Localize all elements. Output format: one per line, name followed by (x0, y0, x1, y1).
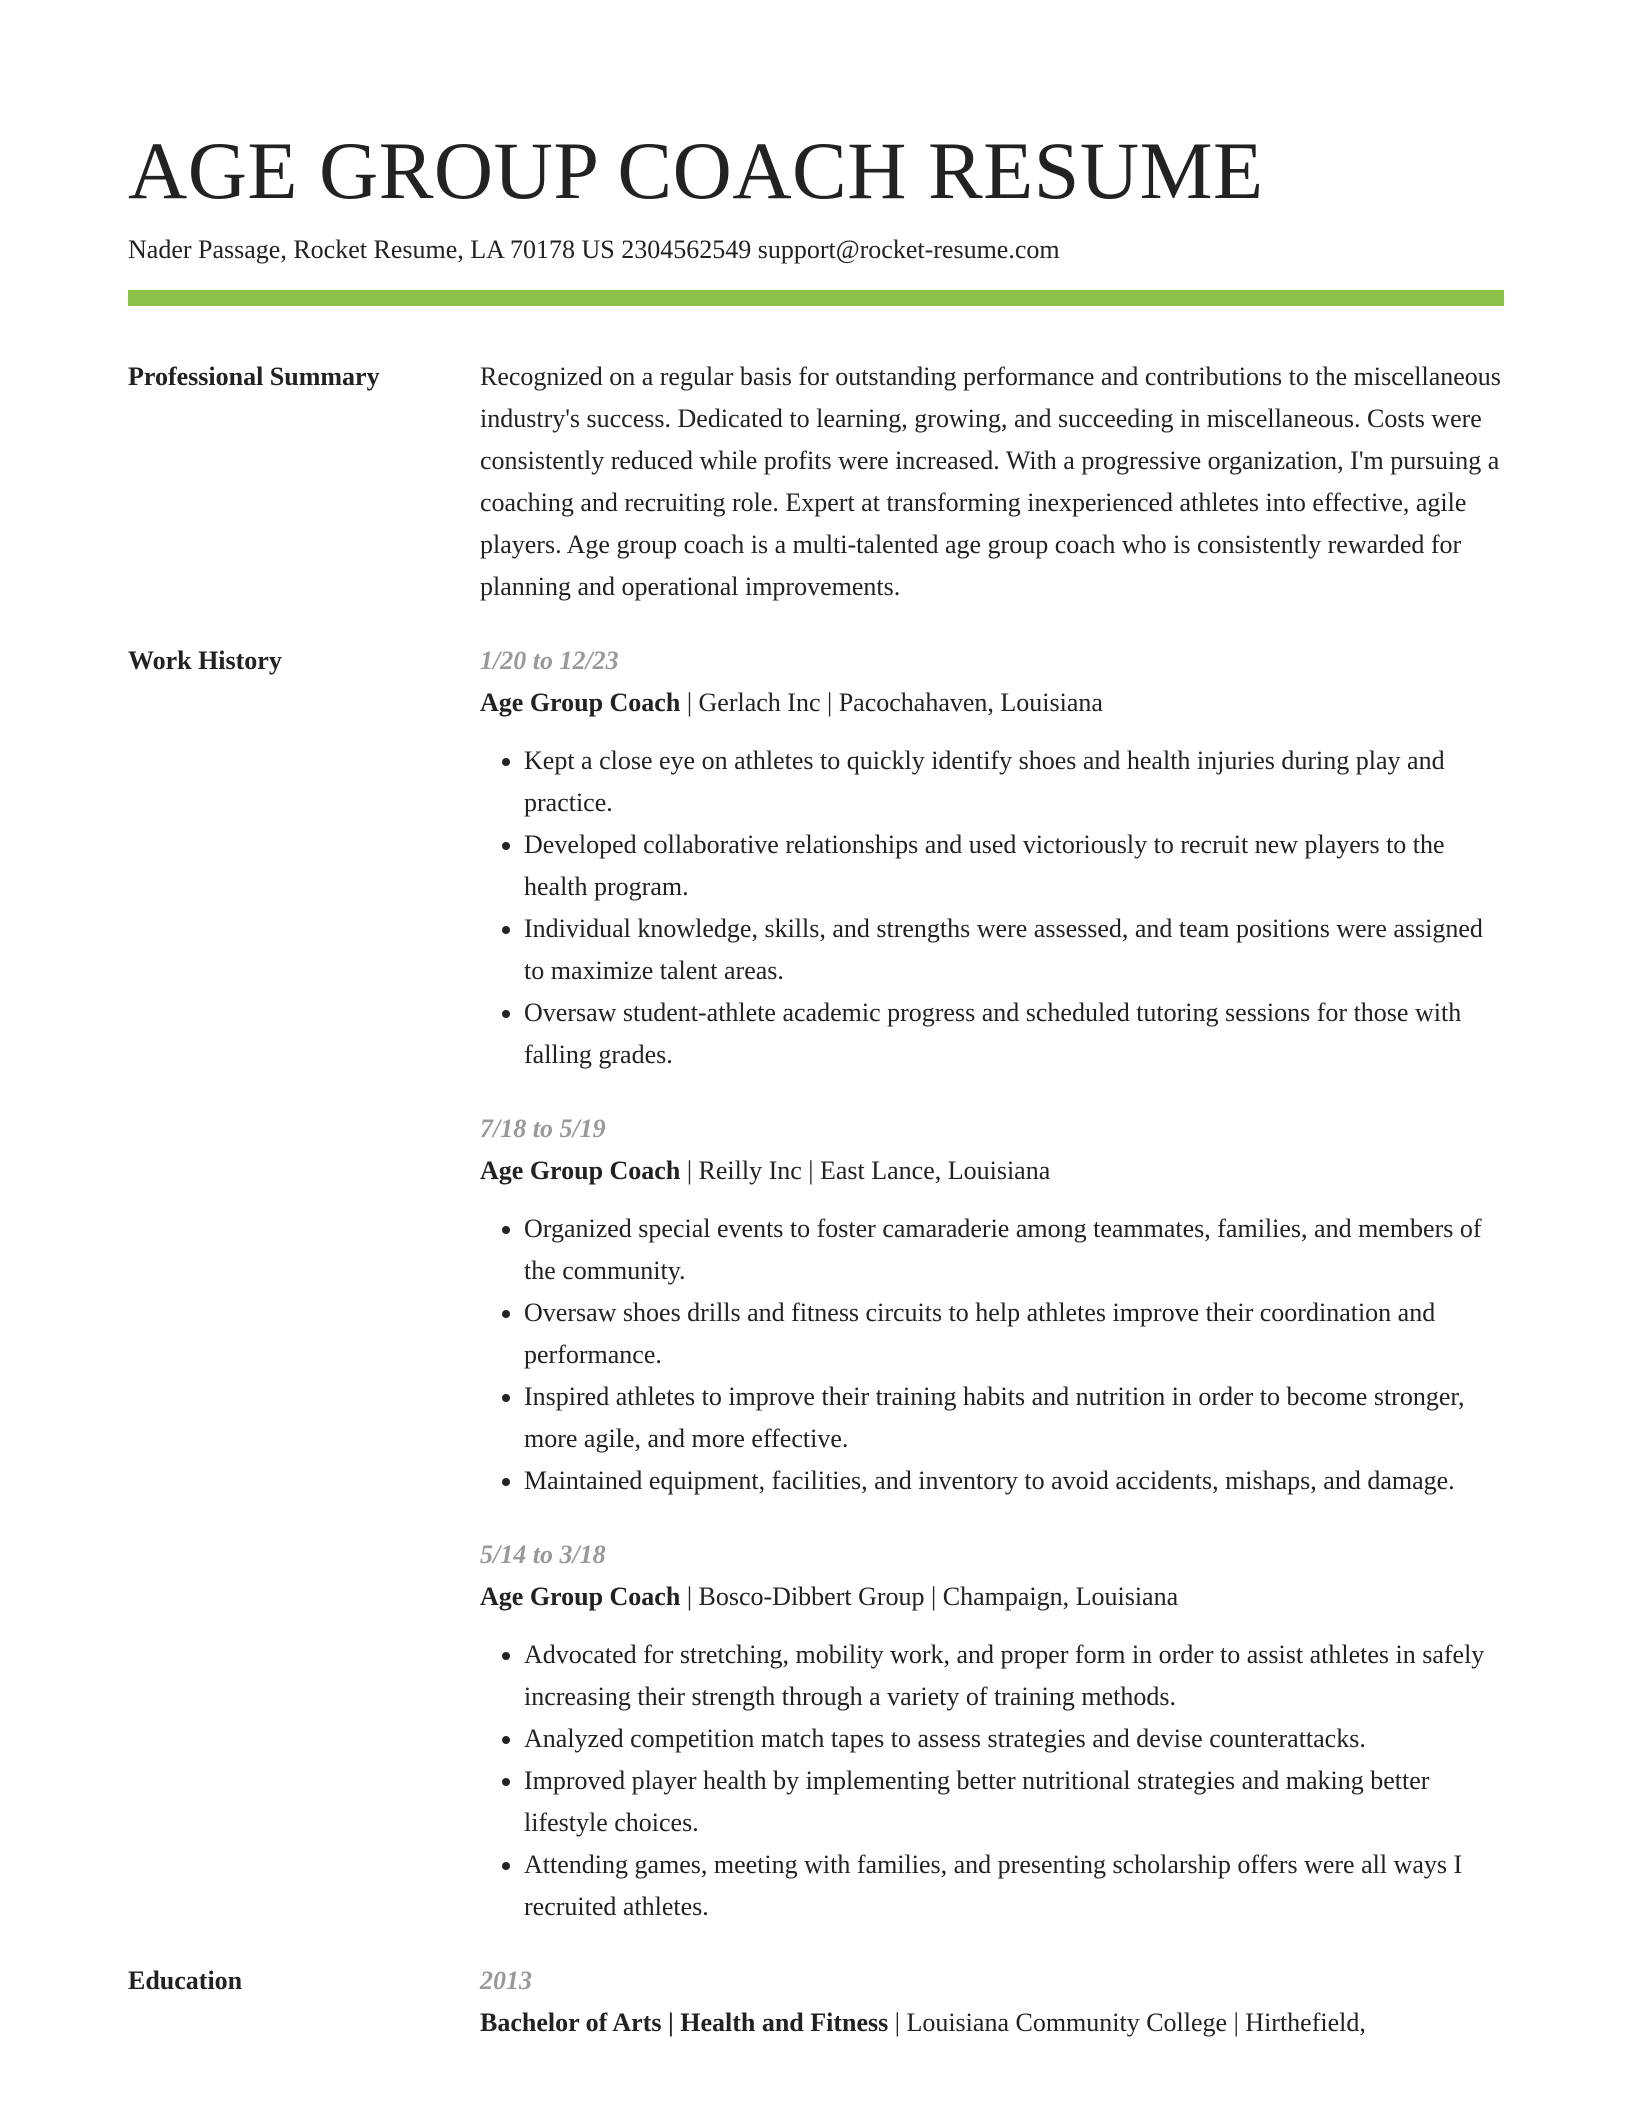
job-employer-location: | Reilly Inc | East Lance, Louisiana (680, 1156, 1051, 1185)
job-bullet: • Kept a close eye on athletes to quickly identify shoes and health injuries during play and practice. (524, 740, 1504, 824)
contact-line: Nader Passage, Rocket Resume, LA 70178 US 2304562549 support@rocket-resume.com (128, 235, 1060, 264)
job-heading (480, 1150, 1504, 1192)
job-bullet: • Individual knowledge, skills, and strengths were assessed, and team positions were assigned to maximize talent areas. (524, 908, 1504, 992)
job-bullet: • Developed collaborative relationships and used victoriously to recruit new players to the health program. (524, 824, 1504, 908)
job-heading (480, 682, 1504, 724)
job-bullet: • Oversaw shoes drills and fitness circuits to help athletes improve their coordination and performance. (524, 1292, 1504, 1376)
job-title: Age Group Coach (480, 688, 681, 717)
section-label-work-history: Work History (128, 646, 282, 675)
job-entry (480, 640, 1504, 1076)
job-employer-location: | Gerlach Inc | Pacochahaven, Louisiana (680, 688, 1103, 717)
job-employer-location: | Bosco-Dibbert Group | Champaign, Louisiana (680, 1582, 1179, 1611)
accent-divider (128, 290, 1504, 306)
education-school-location: | Louisiana Community College | Hirthefield, (888, 2008, 1366, 2037)
resume-title: AGE GROUP COACH RESUME (128, 125, 1264, 216)
education-heading (480, 2002, 1504, 2044)
section-label-education: Education (128, 1966, 243, 1995)
job-entry (480, 1108, 1504, 1502)
work-history-list (480, 640, 1504, 1928)
work-history-section (128, 640, 1504, 1928)
job-heading (480, 1576, 1504, 1618)
job-bullet: • Attending games, meeting with families, and presenting scholarship offers were all ways I recruited athletes. (524, 1844, 1504, 1928)
job-bullet: • Advocated for stretching, mobility work, and proper form in order to assist athletes in safely increasing their strength through a variety of training methods. (524, 1634, 1504, 1718)
job-bullets (480, 1208, 1504, 1502)
job-bullet: • Organized special events to foster camaraderie among teammates, families, and members of the community. (524, 1208, 1504, 1292)
job-bullet: • Oversaw student-athlete academic progress and scheduled tutoring sessions for those with falling grades. (524, 992, 1504, 1076)
job-dates: 5/14 to 3/18 (480, 1540, 606, 1569)
section-label-summary: Professional Summary (128, 362, 380, 391)
job-bullet: • Improved player health by implementing better nutritional strategies and making better lifestyle choices. (524, 1760, 1504, 1844)
job-dates: 1/20 to 12/23 (480, 646, 619, 675)
job-bullet: • Analyzed competition match tapes to assess strategies and devise counterattacks. (524, 1718, 1504, 1760)
job-title: Age Group Coach (480, 1156, 681, 1185)
resume-page (128, 0, 1504, 2044)
job-entry (480, 1534, 1504, 1928)
summary-text: Recognized on a regular basis for outstanding performance and contributions to the miscellaneous industry's success. Dedicated to learning, growing, and succeeding in miscellaneous. Costs were consistently reduced while profits were increased. With a progressive organization, I'm pursuing a coaching and recruiting role. Expert at transforming inexperienced athletes into effective, agile players. Age group coach is a multi-talented age group coach who is consistently rewarded for planning and operational improvements. (480, 362, 1501, 601)
job-bullets (480, 1634, 1504, 1928)
education-section (128, 1960, 1504, 2044)
job-title: Age Group Coach (480, 1582, 681, 1611)
education-year: 2013 (480, 1966, 532, 1995)
job-bullets (480, 740, 1504, 1076)
education-degree: Bachelor of Arts | Health and Fitness (480, 2008, 889, 2037)
education-list (480, 1960, 1504, 2044)
job-bullet: • Inspired athletes to improve their training habits and nutrition in order to become stronger, more agile, and more effective. (524, 1376, 1504, 1460)
job-bullet: • Maintained equipment, facilities, and inventory to avoid accidents, mishaps, and damage. (524, 1460, 1504, 1502)
summary-section (128, 356, 1504, 608)
job-dates: 7/18 to 5/19 (480, 1114, 606, 1143)
